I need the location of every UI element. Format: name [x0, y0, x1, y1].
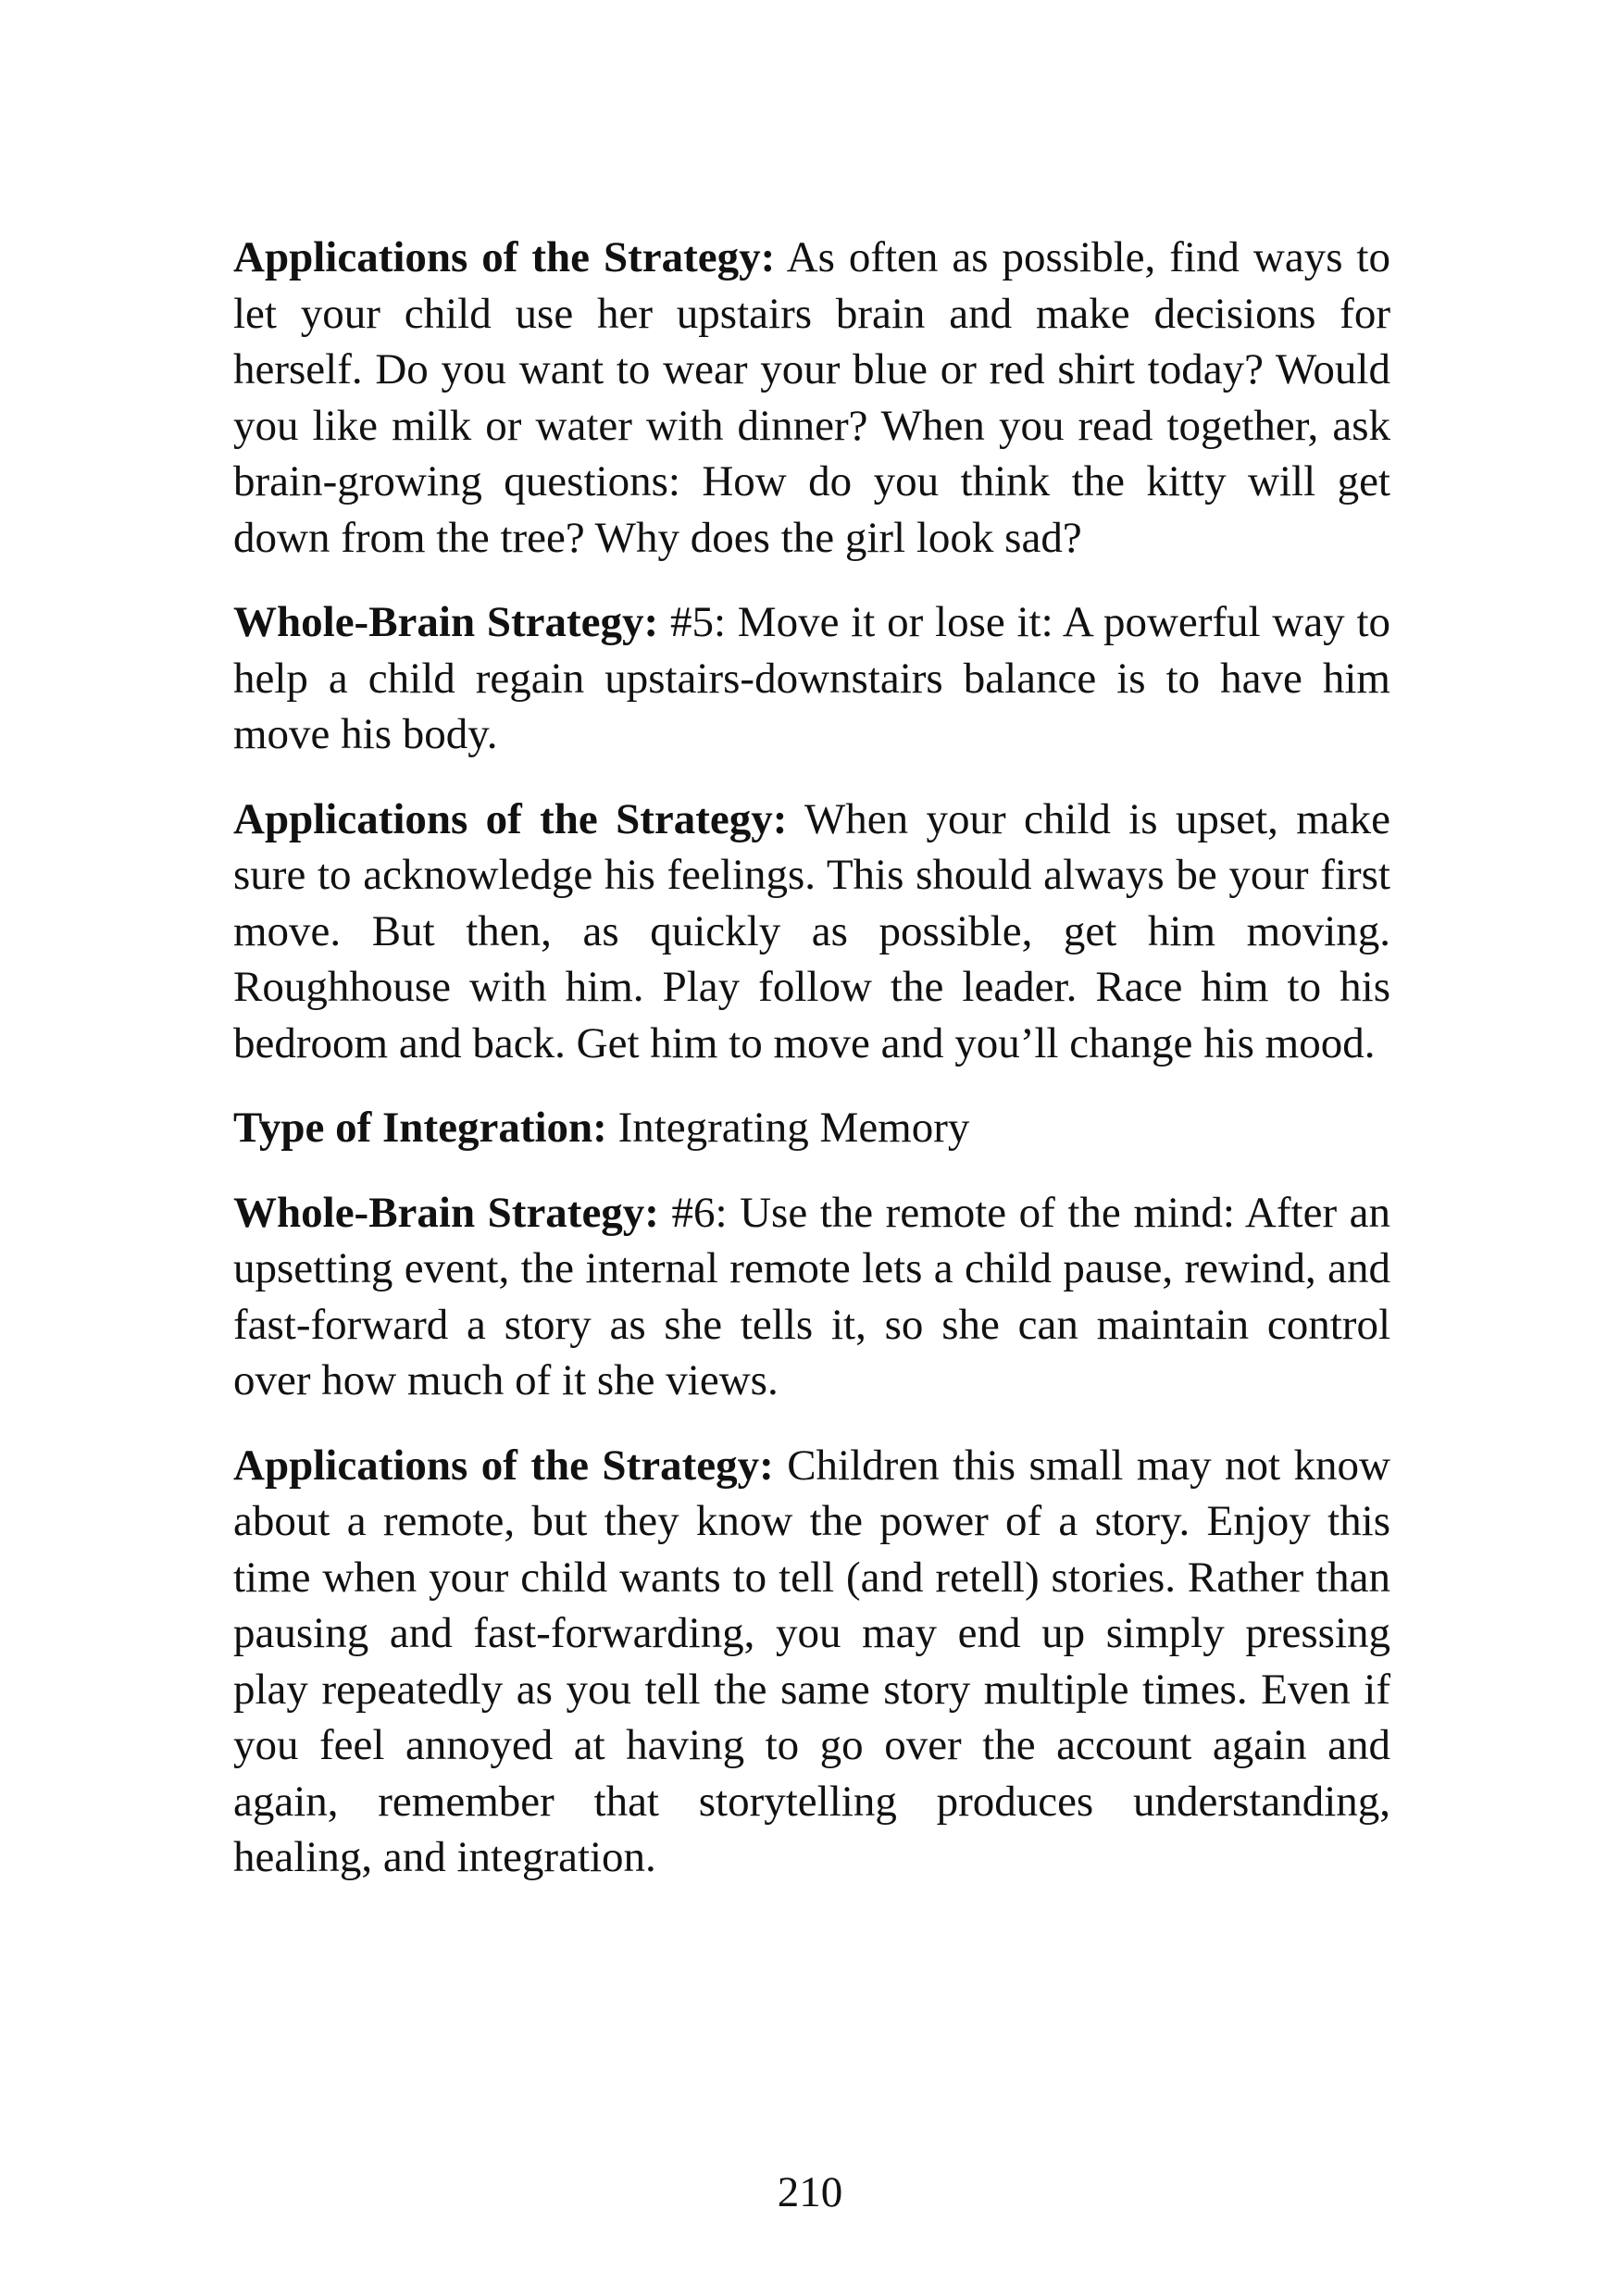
- paragraph-label: Applications of the Strategy:: [233, 794, 788, 843]
- paragraph-text: When your child is upset, make sure to acknowledge his feelings. This should always be your first move. But then, as quickly as possible, get him moving. Roughhouse with him. Play follow the leader. Race him to his bedroom and back. Get him to move and you’ll change his mood.: [233, 794, 1390, 1067]
- paragraph-text: As often as possible, find ways to let your child use her upstairs brain and make decisions for herself. Do you want to wear your blue or red shirt today? Would you like milk or water with dinner? When you read together, ask brain-growing questions: How do you think the kitty will get down from the tree? Why does the girl look sad?: [233, 233, 1390, 562]
- paragraph-strategy-5: [233, 594, 1390, 763]
- paragraph-applications-1: [233, 230, 1390, 566]
- paragraph-label: Type of Integration:: [233, 1104, 607, 1152]
- paragraph-text: #5: Move it or lose it: A powerful way to help a child regain upstairs-downstairs balance is to have him move his body.: [233, 598, 1390, 758]
- paragraph-label: Whole-Brain Strategy:: [233, 598, 659, 646]
- paragraph-label: Applications of the Strategy:: [233, 1441, 774, 1490]
- body-text: [233, 230, 1390, 1915]
- paragraph-strategy-6: [233, 1185, 1390, 1409]
- paragraph-text: Integrating Memory: [617, 1104, 970, 1152]
- page-number: 210: [777, 2168, 843, 2216]
- paragraph-label: Applications of the Strategy:: [233, 233, 776, 281]
- paragraph-text: #6: Use the remote of the mind: After an upsetting event, the internal remote lets a child pause, rewind, and fast-forward a story as she tells it, so she can maintain control over how much of it she views.: [233, 1188, 1390, 1404]
- paragraph-applications-2: [233, 792, 1390, 1072]
- paragraph-applications-3: [233, 1438, 1390, 1886]
- paragraph-integration-type: [233, 1100, 1390, 1156]
- paragraph-text: Children this small may not know about a remote, but they know the power of a story. Enjoy this time when your child wants to tell (and retell) stories. Rather than pausing and fast-forwarding, you may end up simply pressing play repeatedly as you tell the same story multiple times. Even if you feel annoyed at having to go over the account again and again, remember that storytelling produces understanding, healing, and integration.: [233, 1441, 1390, 1881]
- paragraph-label: Whole-Brain Strategy:: [233, 1188, 659, 1237]
